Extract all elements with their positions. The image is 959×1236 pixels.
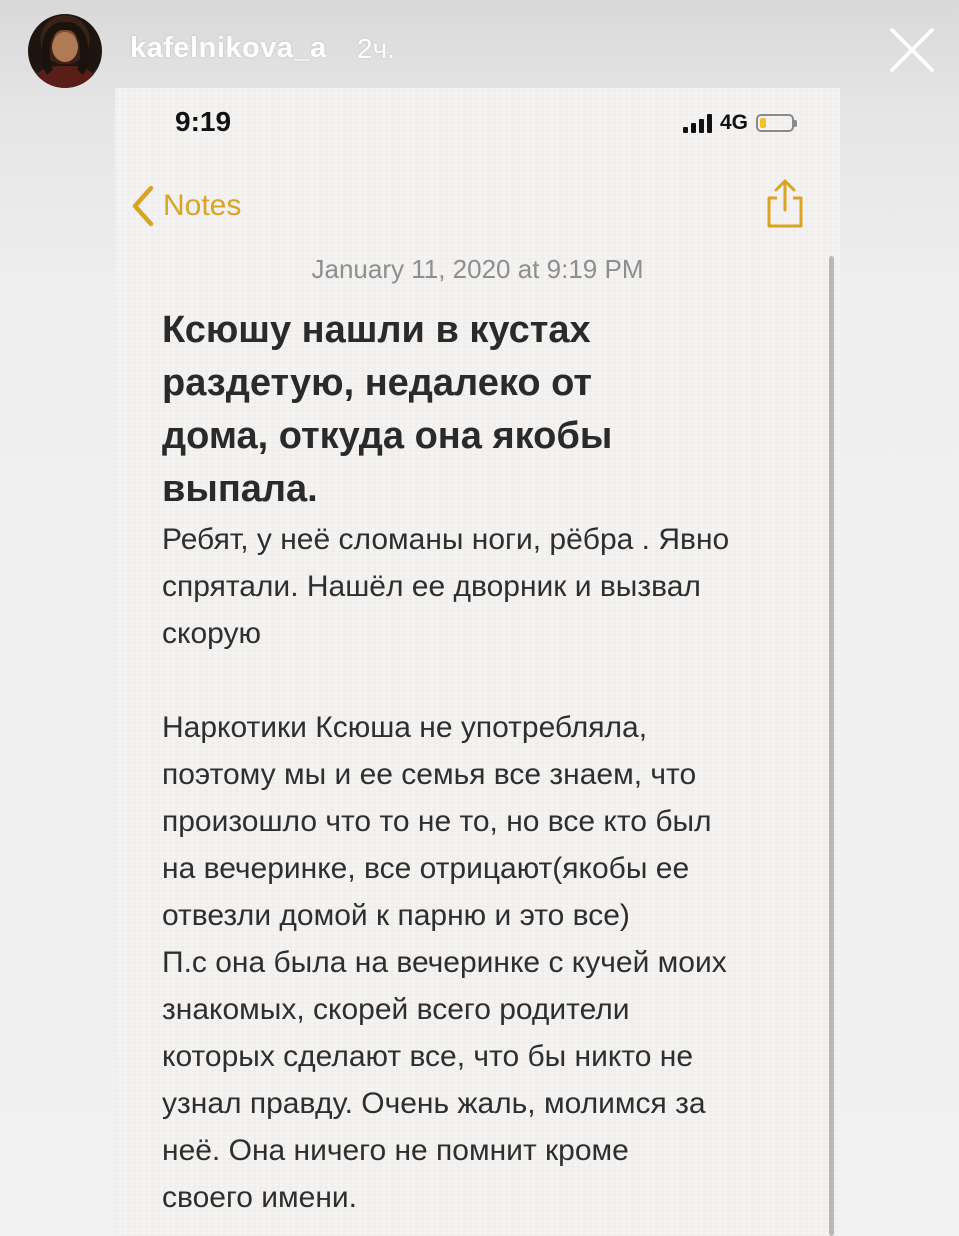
back-to-notes-button[interactable]	[129, 184, 241, 228]
close-button[interactable]	[888, 26, 936, 74]
note-date: January 11, 2020 at 9:19 PM	[311, 254, 644, 284]
chevron-left-icon	[129, 184, 159, 228]
note-text-line: скорую	[162, 617, 261, 650]
notes-screenshot	[115, 88, 840, 1236]
note-text-line: которых сделают все, что бы никто не	[162, 1040, 694, 1073]
avatar-face	[52, 32, 78, 62]
note-text-line: Наркотики Ксюша не употребляла,	[162, 711, 648, 744]
note-text-line: Ребят, у неё сломаны ноги, рёбра . Явно	[162, 523, 730, 556]
status-bar-time: 9:19	[175, 106, 232, 137]
note-content[interactable]	[162, 304, 802, 1221]
note-text-line: знакомых, скорей всего родители	[162, 993, 630, 1026]
note-text-line: П.с она была на вечеринке с кучей моих	[162, 946, 727, 979]
close-icon	[888, 26, 936, 74]
note-title-line: раздетую, недалеко от	[162, 362, 592, 404]
share-button[interactable]	[763, 178, 807, 230]
share-icon	[763, 178, 807, 230]
note-text-line: отвезли домой к парню и это все)	[162, 899, 630, 932]
story-header	[0, 0, 959, 100]
note-title-line: выпала.	[162, 468, 318, 510]
battery-icon	[756, 114, 794, 132]
note-text-line: на вечеринке, все отрицают(якобы ее	[162, 852, 690, 885]
note-blank-line	[162, 657, 802, 704]
profile-avatar[interactable]	[28, 14, 102, 88]
cellular-signal-icon	[683, 113, 712, 133]
network-type: 4G	[720, 111, 749, 134]
note-title-line: Ксюшу нашли в кустах	[162, 309, 591, 351]
note-text	[162, 516, 802, 1221]
note-text-line: узнал правду. Очень жаль, молимся за	[162, 1087, 706, 1120]
note-title-line: дома, откуда она якобы	[162, 415, 613, 457]
back-label: Notes	[163, 189, 242, 222]
note-text-line: произошло что то не то, но все кто был	[162, 805, 712, 838]
note-text-line: неё. Она ничего не помнит кроме	[162, 1134, 629, 1167]
status-bar-indicators	[683, 108, 794, 138]
note-text-line: своего имени.	[162, 1181, 357, 1214]
note-title	[162, 304, 802, 516]
story-time-ago: 2ч.	[357, 33, 395, 64]
battery-level	[760, 118, 766, 128]
note-text-line: спрятали. Нашёл ее дворник и вызвал	[162, 570, 701, 603]
note-text-line: поэтому мы и ее семья все знаем, что	[162, 758, 697, 791]
story-username[interactable]: kafelnikova_a	[130, 32, 327, 64]
scrollbar[interactable]	[829, 256, 834, 1236]
